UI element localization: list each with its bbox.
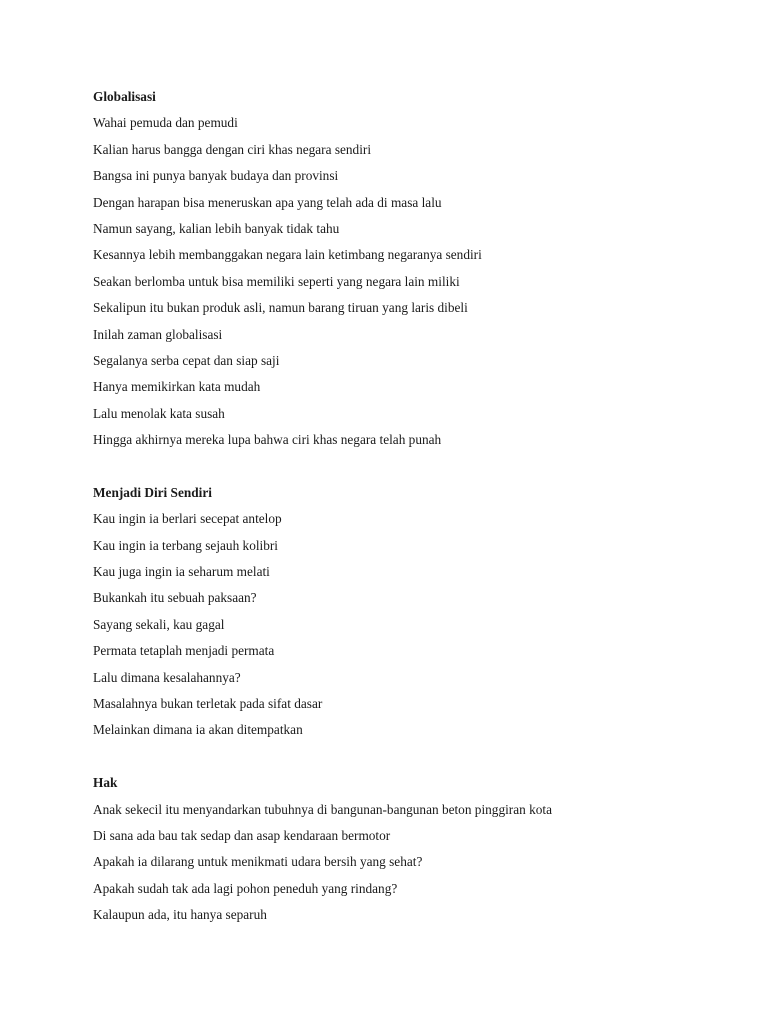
poem-line: Hanya memikirkan kata mudah <box>93 379 261 395</box>
document-body <box>93 84 733 929</box>
poem-line: Melainkan dimana ia akan ditempatkan <box>93 722 303 738</box>
poem-line: Permata tetaplah menjadi permata <box>93 643 275 659</box>
poem-line: Kau ingin ia berlari secepat antelop <box>93 511 282 527</box>
poem-title: Menjadi Diri Sendiri <box>93 484 212 500</box>
poem-line: Hingga akhirnya mereka lupa bahwa ciri khas negara telah punah <box>93 432 442 448</box>
poem-line: Dengan harapan bisa meneruskan apa yang telah ada di masa lalu <box>93 194 442 210</box>
poem-line: Kau ingin ia terbang sejauh kolibri <box>93 537 279 553</box>
poem-hak <box>93 770 733 928</box>
poem-line: Seakan berlomba untuk bisa memiliki seperti yang negara lain miliki <box>93 273 460 289</box>
poem-line: Bangsa ini punya banyak budaya dan provinsi <box>93 168 339 184</box>
poem-line: Bukankah itu sebuah paksaan? <box>93 590 257 606</box>
poem-line: Kalaupun ada, itu hanya separuh <box>93 907 267 923</box>
poem-line: Kalian harus bangga dengan ciri khas negara sendiri <box>93 141 372 157</box>
poem-line: Sekalipun itu bukan produk asli, namun barang tiruan yang laris dibeli <box>93 300 468 316</box>
poem-line: Kesannya lebih membanggakan negara lain ketimbang negaranya sendiri <box>93 247 482 263</box>
poem-line: Di sana ada bau tak sedap dan asap kendaraan bermotor <box>93 827 391 843</box>
poem-line: Lalu menolak kata susah <box>93 405 225 421</box>
poem-line: Sayang sekali, kau gagal <box>93 616 225 632</box>
poem-line: Apakah ia dilarang untuk menikmati udara bersih yang sehat? <box>93 854 423 870</box>
poem-globalisasi <box>93 84 733 453</box>
poem-menjadi-diri-sendiri <box>93 480 733 744</box>
poem-line: Lalu dimana kesalahannya? <box>93 669 241 685</box>
poem-line: Masalahnya bukan terletak pada sifat dasar <box>93 695 323 711</box>
poem-line: Inilah zaman globalisasi <box>93 326 223 342</box>
poem-line: Segalanya serba cepat dan siap saji <box>93 352 280 368</box>
poem-title: Hak <box>93 775 118 791</box>
poem-line: Anak sekecil itu menyandarkan tubuhnya di bangunan-bangunan beton pinggiran kota <box>93 801 552 817</box>
poem-title: Globalisasi <box>93 89 156 104</box>
poem-line: Kau juga ingin ia seharum melati <box>93 564 270 580</box>
poem-line: Apakah sudah tak ada lagi pohon peneduh yang rindang? <box>93 880 398 896</box>
poem-line: Namun sayang, kalian lebih banyak tidak tahu <box>93 220 340 236</box>
poem-line: Wahai pemuda dan pemudi <box>93 115 238 131</box>
